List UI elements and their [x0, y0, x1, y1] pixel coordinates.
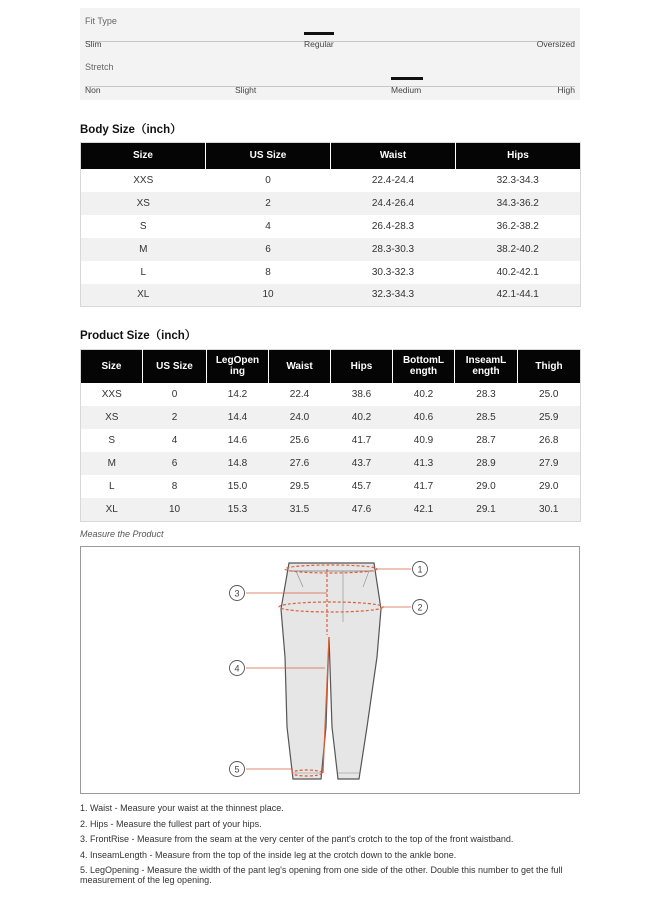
- product-size-title: Product Size（inch）: [80, 330, 197, 342]
- table-cell: 25.0: [518, 383, 581, 406]
- note-waist: 1. Waist - Measure your waist at the thinnest place.: [80, 803, 284, 813]
- table-cell: 40.2: [331, 406, 393, 429]
- body-size-title: Body Size（inch）: [80, 124, 182, 136]
- table-row: [81, 498, 581, 521]
- stretch-marker: [391, 77, 423, 80]
- table-cell: 10: [143, 498, 207, 521]
- column-header: InseamL ength: [455, 350, 518, 383]
- svg-text:2: 2: [417, 602, 423, 613]
- table-cell: 40.2: [393, 383, 455, 406]
- table-cell: 15.0: [207, 475, 269, 498]
- table-cell: 47.6: [331, 498, 393, 521]
- table-cell: 4: [206, 215, 331, 238]
- table-cell: 27.6: [269, 452, 331, 475]
- table-row: [81, 261, 581, 284]
- column-header: BottomL ength: [393, 350, 455, 383]
- table-cell: XXS: [81, 169, 206, 192]
- table-cell: 32.3-34.3: [331, 284, 456, 307]
- measurement-notes: [80, 803, 580, 891]
- table-cell: 45.7: [331, 475, 393, 498]
- table-cell: 28.5: [455, 406, 518, 429]
- table-cell: 15.3: [207, 498, 269, 521]
- column-header: LegOpen ing: [207, 350, 269, 383]
- table-row: [81, 238, 581, 261]
- table-cell: 38.6: [331, 383, 393, 406]
- stretch-option: High: [557, 85, 575, 95]
- column-header: Size: [81, 143, 206, 169]
- table-cell: S: [81, 215, 206, 238]
- stretch-label: Stretch: [85, 62, 114, 72]
- measure-diagram: [80, 546, 580, 794]
- table-cell: 32.3-34.3: [456, 169, 581, 192]
- table-cell: M: [81, 452, 143, 475]
- fit-type-option: Slim: [85, 39, 102, 49]
- table-cell: 22.4: [269, 383, 331, 406]
- stretch-option: Medium: [391, 85, 422, 95]
- column-header: Hips: [331, 350, 393, 383]
- table-cell: 40.2-42.1: [456, 261, 581, 284]
- table-cell: 41.3: [393, 452, 455, 475]
- stretch-track: [85, 86, 575, 87]
- table-row: [81, 169, 581, 192]
- table-cell: 28.7: [455, 429, 518, 452]
- table-cell: 40.9: [393, 429, 455, 452]
- table-cell: 6: [206, 238, 331, 261]
- table-cell: 26.4-28.3: [331, 215, 456, 238]
- pants-diagram: [81, 547, 579, 793]
- callout-2: [413, 600, 428, 615]
- table-cell: 4: [143, 429, 207, 452]
- column-header: US Size: [143, 350, 207, 383]
- pants-illustration: [281, 563, 381, 779]
- column-header: Waist: [269, 350, 331, 383]
- fit-panel: [80, 8, 580, 100]
- table-cell: S: [81, 429, 143, 452]
- table-cell: 22.4-24.4: [331, 169, 456, 192]
- table-cell: 14.8: [207, 452, 269, 475]
- table-cell: 26.8: [518, 429, 581, 452]
- table-cell: 34.3-36.2: [456, 192, 581, 215]
- column-header: Size: [81, 350, 143, 383]
- table-cell: 28.3-30.3: [331, 238, 456, 261]
- table-row: [81, 215, 581, 238]
- table-cell: 31.5: [269, 498, 331, 521]
- callout-4: [230, 661, 245, 676]
- svg-text:5: 5: [234, 764, 240, 775]
- fit-type-marker: [304, 32, 334, 35]
- table-cell: L: [81, 475, 143, 498]
- table-cell: 29.0: [455, 475, 518, 498]
- column-header: Waist: [331, 143, 456, 169]
- table-cell: 0: [206, 169, 331, 192]
- table-cell: XL: [81, 284, 206, 307]
- table-cell: 42.1: [393, 498, 455, 521]
- stretch-option: Slight: [235, 85, 257, 95]
- table-cell: 43.7: [331, 452, 393, 475]
- fit-type-option: Regular: [304, 39, 334, 49]
- table-cell: 30.3-32.3: [331, 261, 456, 284]
- table-cell: 24.0: [269, 406, 331, 429]
- table-cell: 25.9: [518, 406, 581, 429]
- table-cell: 0: [143, 383, 207, 406]
- table-cell: 24.4-26.4: [331, 192, 456, 215]
- table-cell: 27.9: [518, 452, 581, 475]
- table-cell: 28.9: [455, 452, 518, 475]
- column-header: Thigh: [518, 350, 581, 383]
- table-cell: 6: [143, 452, 207, 475]
- table-row: [81, 452, 581, 475]
- callout-3: [230, 586, 245, 601]
- table-cell: 41.7: [331, 429, 393, 452]
- table-cell: 14.2: [207, 383, 269, 406]
- table-cell: 30.1: [518, 498, 581, 521]
- table-cell: XS: [81, 192, 206, 215]
- table-row: [81, 383, 581, 406]
- measure-caption: Measure the Product: [80, 529, 164, 539]
- column-header: Hips: [456, 143, 581, 169]
- table-row: [81, 429, 581, 452]
- table-cell: 29.5: [269, 475, 331, 498]
- table-cell: 29.0: [518, 475, 581, 498]
- product-size-table: [80, 349, 581, 522]
- table-cell: XL: [81, 498, 143, 521]
- table-cell: XS: [81, 406, 143, 429]
- table-cell: 38.2-40.2: [456, 238, 581, 261]
- stretch-option: Non: [85, 85, 101, 95]
- table-cell: 14.4: [207, 406, 269, 429]
- table-row: [81, 192, 581, 215]
- table-row: [81, 284, 581, 307]
- table-cell: 25.6: [269, 429, 331, 452]
- fit-type-option: Oversized: [536, 39, 575, 49]
- note-inseam-length: 4. InseamLength - Measure from the top of the inside leg at the crotch down to the ankle bone.: [80, 849, 457, 860]
- body-size-table: [80, 142, 581, 307]
- table-cell: 42.1-44.1: [456, 284, 581, 307]
- table-row: [81, 475, 581, 498]
- table-cell: 36.2-38.2: [456, 215, 581, 238]
- table-cell: L: [81, 261, 206, 284]
- table-cell: 40.6: [393, 406, 455, 429]
- column-header: US Size: [206, 143, 331, 169]
- table-cell: 28.3: [455, 383, 518, 406]
- table-row: [81, 406, 581, 429]
- svg-text:1: 1: [417, 564, 423, 575]
- table-cell: 8: [143, 475, 207, 498]
- table-header-row: [81, 350, 581, 383]
- table-cell: 41.7: [393, 475, 455, 498]
- table-cell: 8: [206, 261, 331, 284]
- table-header-row: [81, 143, 581, 169]
- callout-5: [230, 762, 245, 777]
- table-cell: 2: [206, 192, 331, 215]
- table-cell: 29.1: [455, 498, 518, 521]
- table-cell: 2: [143, 406, 207, 429]
- svg-text:4: 4: [234, 663, 240, 674]
- note-front-rise: 3. FrontRise - Measure from the seam at the very center of the pant's crotch to the top of the front waistband.: [80, 834, 514, 844]
- note-hips: 2. Hips - Measure the fullest part of your hips.: [80, 818, 262, 829]
- table-cell: M: [81, 238, 206, 261]
- note-leg-opening: 5. LegOpening - Measure the width of the pant leg's opening from one side of the other. Double this number to get the full measurement of the leg opening.: [80, 865, 563, 885]
- callout-1: [413, 562, 428, 577]
- table-cell: 10: [206, 284, 331, 307]
- fit-type-label: Fit Type: [85, 16, 117, 26]
- table-cell: XXS: [81, 383, 143, 406]
- table-cell: 14.6: [207, 429, 269, 452]
- svg-text:3: 3: [234, 588, 240, 599]
